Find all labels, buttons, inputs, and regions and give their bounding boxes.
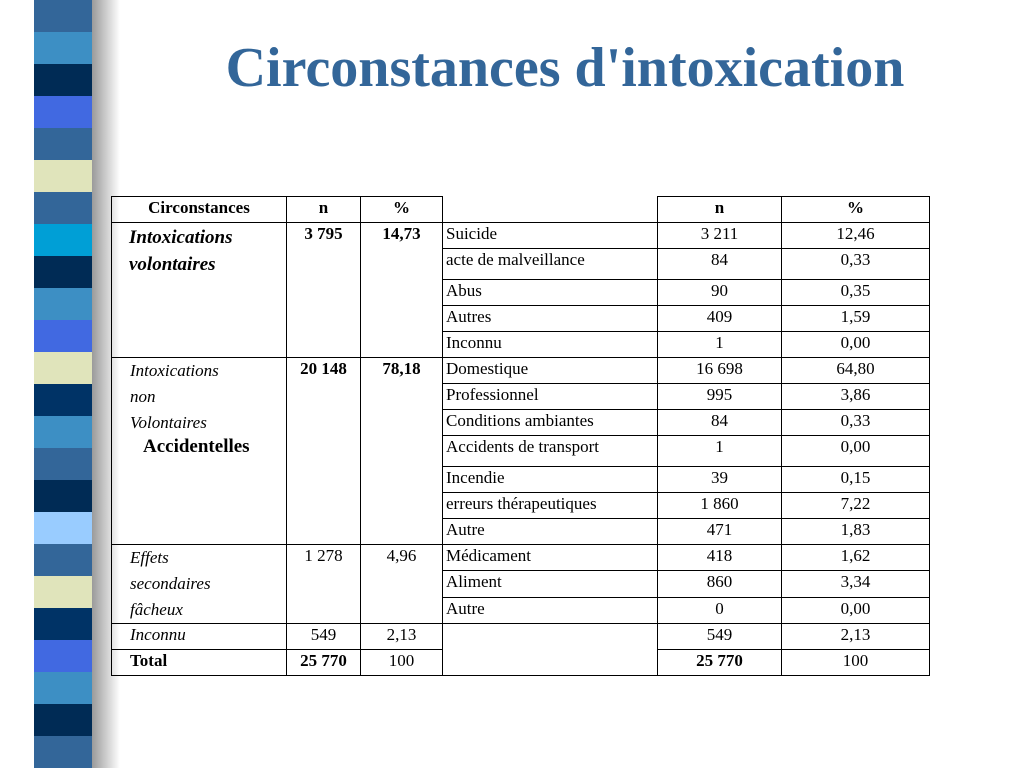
stripe-block (34, 256, 92, 288)
group-label-line: secondaires (130, 574, 211, 593)
sub-n: 90 (658, 280, 782, 306)
group-label-volontaires (112, 223, 287, 358)
stripe-block (34, 192, 92, 224)
sub-label: Aliment (443, 571, 658, 597)
sub-pct: 7,22 (782, 493, 930, 519)
table-row (112, 223, 930, 249)
table-row-inconnu (112, 624, 930, 650)
header-pct: % (361, 197, 443, 223)
table-row (112, 358, 930, 384)
intoxication-table (111, 196, 930, 676)
group-label-line: volontaires (129, 254, 216, 275)
stripe-block (34, 0, 92, 32)
sub-pct: 0,15 (782, 467, 930, 493)
group-label-line: Intoxications (130, 361, 219, 380)
group-label-line: Intoxications (129, 227, 233, 248)
stripe-block (34, 160, 92, 192)
sub-n: 0 (658, 597, 782, 623)
stripe-block (34, 640, 92, 672)
stripe-block (34, 544, 92, 576)
stripe-block (34, 384, 92, 416)
sub-label: Autre (443, 519, 658, 545)
group-label-line: fâcheux (130, 600, 183, 619)
sub-pct: 12,46 (782, 223, 930, 249)
inconnu-n: 549 (287, 624, 361, 650)
sub-label: Inconnu (443, 332, 658, 358)
group-label-line: Volontaires (130, 413, 207, 432)
total-pct: 100 (361, 650, 443, 676)
inconnu-label: Inconnu (112, 624, 287, 650)
header-row (112, 197, 930, 223)
sub-label: erreurs thérapeutiques (443, 493, 658, 519)
sub-pct: 3,34 (782, 571, 930, 597)
stripe-block (34, 128, 92, 160)
inconnu-pct: 2,13 (361, 624, 443, 650)
header-n-detail: n (658, 197, 782, 223)
sub-n: 1 (658, 332, 782, 358)
sub-label: Domestique (443, 358, 658, 384)
sub-label: Conditions ambiantes (443, 410, 658, 436)
stripe-block (34, 64, 92, 96)
sub-pct: 0,33 (782, 249, 930, 280)
blank-cell (443, 624, 658, 676)
stripe-block (34, 320, 92, 352)
group-label-line: Effets (130, 548, 169, 567)
sub-pct: 0,00 (782, 436, 930, 467)
sub-pct: 1,62 (782, 545, 930, 571)
sub-n: 3 211 (658, 223, 782, 249)
sub-n: 995 (658, 384, 782, 410)
table-row (112, 545, 930, 571)
sub-pct: 1,83 (782, 519, 930, 545)
group-label-line: non (130, 387, 156, 406)
sub-label: Suicide (443, 223, 658, 249)
sub-label: Incendie (443, 467, 658, 493)
header-n: n (287, 197, 361, 223)
stripe-blocks (34, 0, 92, 768)
sub-n: 409 (658, 306, 782, 332)
header-pct-detail: % (782, 197, 930, 223)
sub-n: 860 (658, 571, 782, 597)
sub-label: acte de malveillance (443, 249, 658, 280)
sub-label: Médicament (443, 545, 658, 571)
sub-pct: 0,35 (782, 280, 930, 306)
sub-n: 418 (658, 545, 782, 571)
group-n: 20 148 (287, 358, 361, 545)
stripe-block (34, 480, 92, 512)
stripe-block (34, 416, 92, 448)
stripe-block (34, 352, 92, 384)
sub-label: Autres (443, 306, 658, 332)
sub-pct: 0,33 (782, 410, 930, 436)
stripe-block (34, 32, 92, 64)
group-n: 1 278 (287, 545, 361, 624)
stripe-block (34, 288, 92, 320)
sub-label: Abus (443, 280, 658, 306)
group-label-effets (112, 545, 287, 624)
total-n: 25 770 (287, 650, 361, 676)
sub-pct: 64,80 (782, 358, 930, 384)
sub-pct: 0,00 (782, 332, 930, 358)
stripe-block (34, 512, 92, 544)
header-blank (443, 197, 658, 223)
decorative-stripe (0, 0, 120, 768)
total-n-detail: 25 770 (658, 650, 782, 676)
stripe-block (34, 448, 92, 480)
group-label-non-volontaires (112, 358, 287, 545)
inconnu-n-detail: 549 (658, 624, 782, 650)
sub-n: 39 (658, 467, 782, 493)
stripe-block (34, 576, 92, 608)
sub-pct: 0,00 (782, 597, 930, 623)
sub-label: Accidents de transport (443, 436, 658, 467)
total-pct-detail: 100 (782, 650, 930, 676)
sub-label: Professionnel (443, 384, 658, 410)
total-label: Total (112, 650, 287, 676)
stripe-block (34, 224, 92, 256)
header-circonstances: Circonstances (112, 197, 287, 223)
slide-title: Circonstances d'intoxication (225, 37, 905, 99)
stripe-block (34, 704, 92, 736)
sub-n: 1 (658, 436, 782, 467)
stripe-block (34, 672, 92, 704)
sub-pct: 3,86 (782, 384, 930, 410)
stripe-block (34, 608, 92, 640)
inconnu-pct-detail: 2,13 (782, 624, 930, 650)
sub-n: 84 (658, 410, 782, 436)
sub-n: 1 860 (658, 493, 782, 519)
group-pct: 14,73 (361, 223, 443, 358)
stripe-block (34, 736, 92, 768)
group-n: 3 795 (287, 223, 361, 358)
group-pct: 4,96 (361, 545, 443, 624)
sub-n: 471 (658, 519, 782, 545)
sub-n: 84 (658, 249, 782, 280)
sub-n: 16 698 (658, 358, 782, 384)
stripe-block (34, 96, 92, 128)
sub-label: Autre (443, 597, 658, 623)
sub-pct: 1,59 (782, 306, 930, 332)
group-label-accidentelles: Accidentelles (143, 436, 250, 457)
group-pct: 78,18 (361, 358, 443, 545)
